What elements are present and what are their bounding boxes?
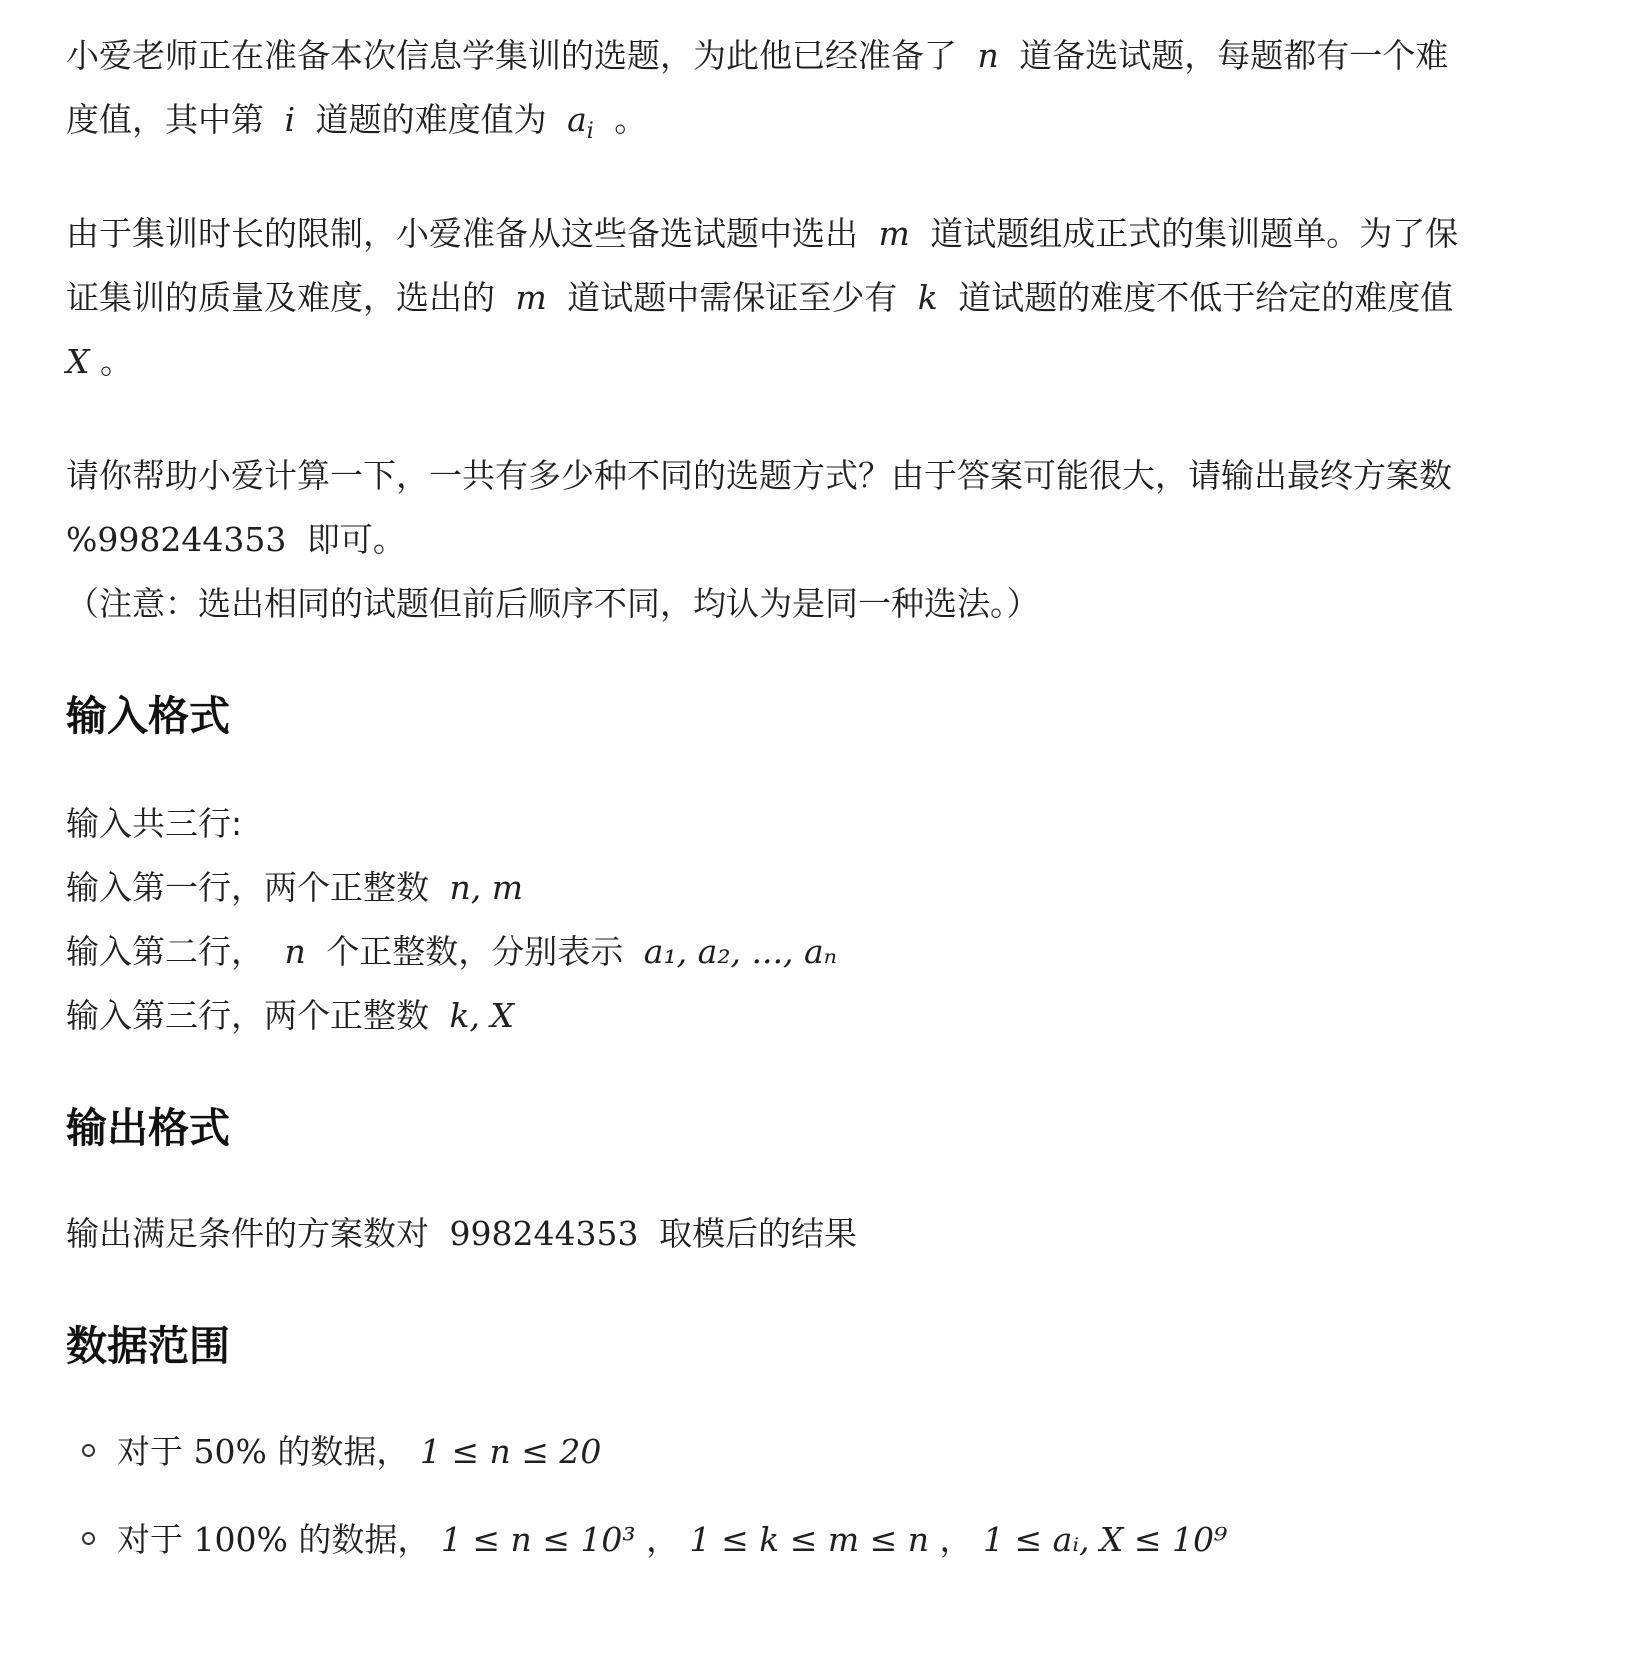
input-line2 [66,864,523,912]
input-format-heading: 输入格式 [66,692,230,740]
math-n-m: n, m [449,868,524,907]
math-modulus: 998244353 [449,1214,639,1253]
note-text: （注意：选出相同的试题但前后顺序不同，均认为是同一种选法。） [66,584,1040,623]
description-p2-line1 [66,210,1458,258]
text-segment: 度值，其中第 [66,100,264,139]
math-k-x: k, X [449,996,514,1035]
math-percent: 50% [193,1432,267,1471]
text-segment: 道试题组成正式的集训题单。为了保 [930,214,1459,253]
text-segment: 小爱老师正在准备本次信息学集训的选题，为此他已经准备了 [66,36,957,75]
separator: ， [939,1520,973,1559]
text-segment: 的数据， [298,1520,431,1559]
description-p1-line1 [66,32,1448,80]
range-bullet-2 [82,1516,1227,1564]
text-segment: 道题的难度值为 [315,100,547,139]
text-segment: 输入共三行: [66,804,243,843]
math-constraint: 1 ≤ aᵢ, X ≤ 10⁹ [983,1520,1228,1559]
math-var-a: a [567,100,587,139]
math-subscript: i [586,119,594,144]
text-segment: 个正整数，分别表示 [326,932,624,971]
description-p1-line2 [66,96,647,156]
separator: ， [646,1520,680,1559]
description-p2-line2 [66,274,1453,322]
text-segment: 的数据， [277,1432,410,1471]
text-segment: 由于集训时长的限制，小爱准备从这些备选试题中选出 [66,214,858,253]
math-var-x: X [66,342,90,381]
description-p3-line1 [66,452,1452,500]
math-a-sequence: a₁, a₂, ..., aₙ [643,932,838,971]
text-segment: 输出满足条件的方案数对 [66,1214,429,1253]
input-line1 [66,800,242,848]
text-segment: 输入第二行， [66,932,264,971]
text-segment: 道试题中需保证至少有 [567,278,898,317]
math-constraint: 1 ≤ n ≤ 20 [419,1432,602,1471]
description-p2-line3 [66,338,133,386]
text-segment: 证集训的质量及难度，选出的 [66,278,495,317]
output-format-heading: 输出格式 [66,1104,230,1152]
math-var-n: n [977,36,999,75]
text-segment: 道备选试题，每题都有一个难 [1019,36,1449,75]
text-segment: 即可。 [306,520,406,559]
output-line1 [66,1210,857,1258]
text-segment: 对于 [117,1432,183,1471]
text-segment: 取模后的结果 [658,1214,857,1253]
math-var-m: m [878,214,910,253]
math-percent: 100% [193,1520,288,1559]
description-note [66,580,1040,628]
input-line3 [66,928,837,976]
math-var-m: m [515,278,547,317]
math-constraint: 1 ≤ k ≤ m ≤ n [689,1520,930,1559]
math-constraint: 1 ≤ n ≤ 10³ [440,1520,636,1559]
data-range-heading: 数据范围 [66,1322,230,1370]
range-bullet-1 [82,1428,601,1476]
text-segment: 输入第一行，两个正整数 [66,868,429,907]
math-var-n: n [284,932,306,971]
text-segment: 道试题的难度不低于给定的难度值 [958,278,1454,317]
text-segment: 请你帮助小爱计算一下，一共有多少种不同的选题方式？由于答案可能很大，请输出最终方案数 [66,456,1452,495]
math-modulus: %998244353 [66,520,287,559]
text-segment: 。 [614,100,648,139]
text-segment: 对于 [117,1520,183,1559]
math-var-i: i [284,100,296,139]
bullet-icon [82,1444,95,1457]
text-segment: 。 [100,342,133,381]
bullet-icon [82,1532,95,1545]
input-line4 [66,992,514,1040]
description-p3-line2 [66,516,406,564]
math-var-k: k [917,278,938,317]
text-segment: 输入第三行，两个正整数 [66,996,429,1035]
